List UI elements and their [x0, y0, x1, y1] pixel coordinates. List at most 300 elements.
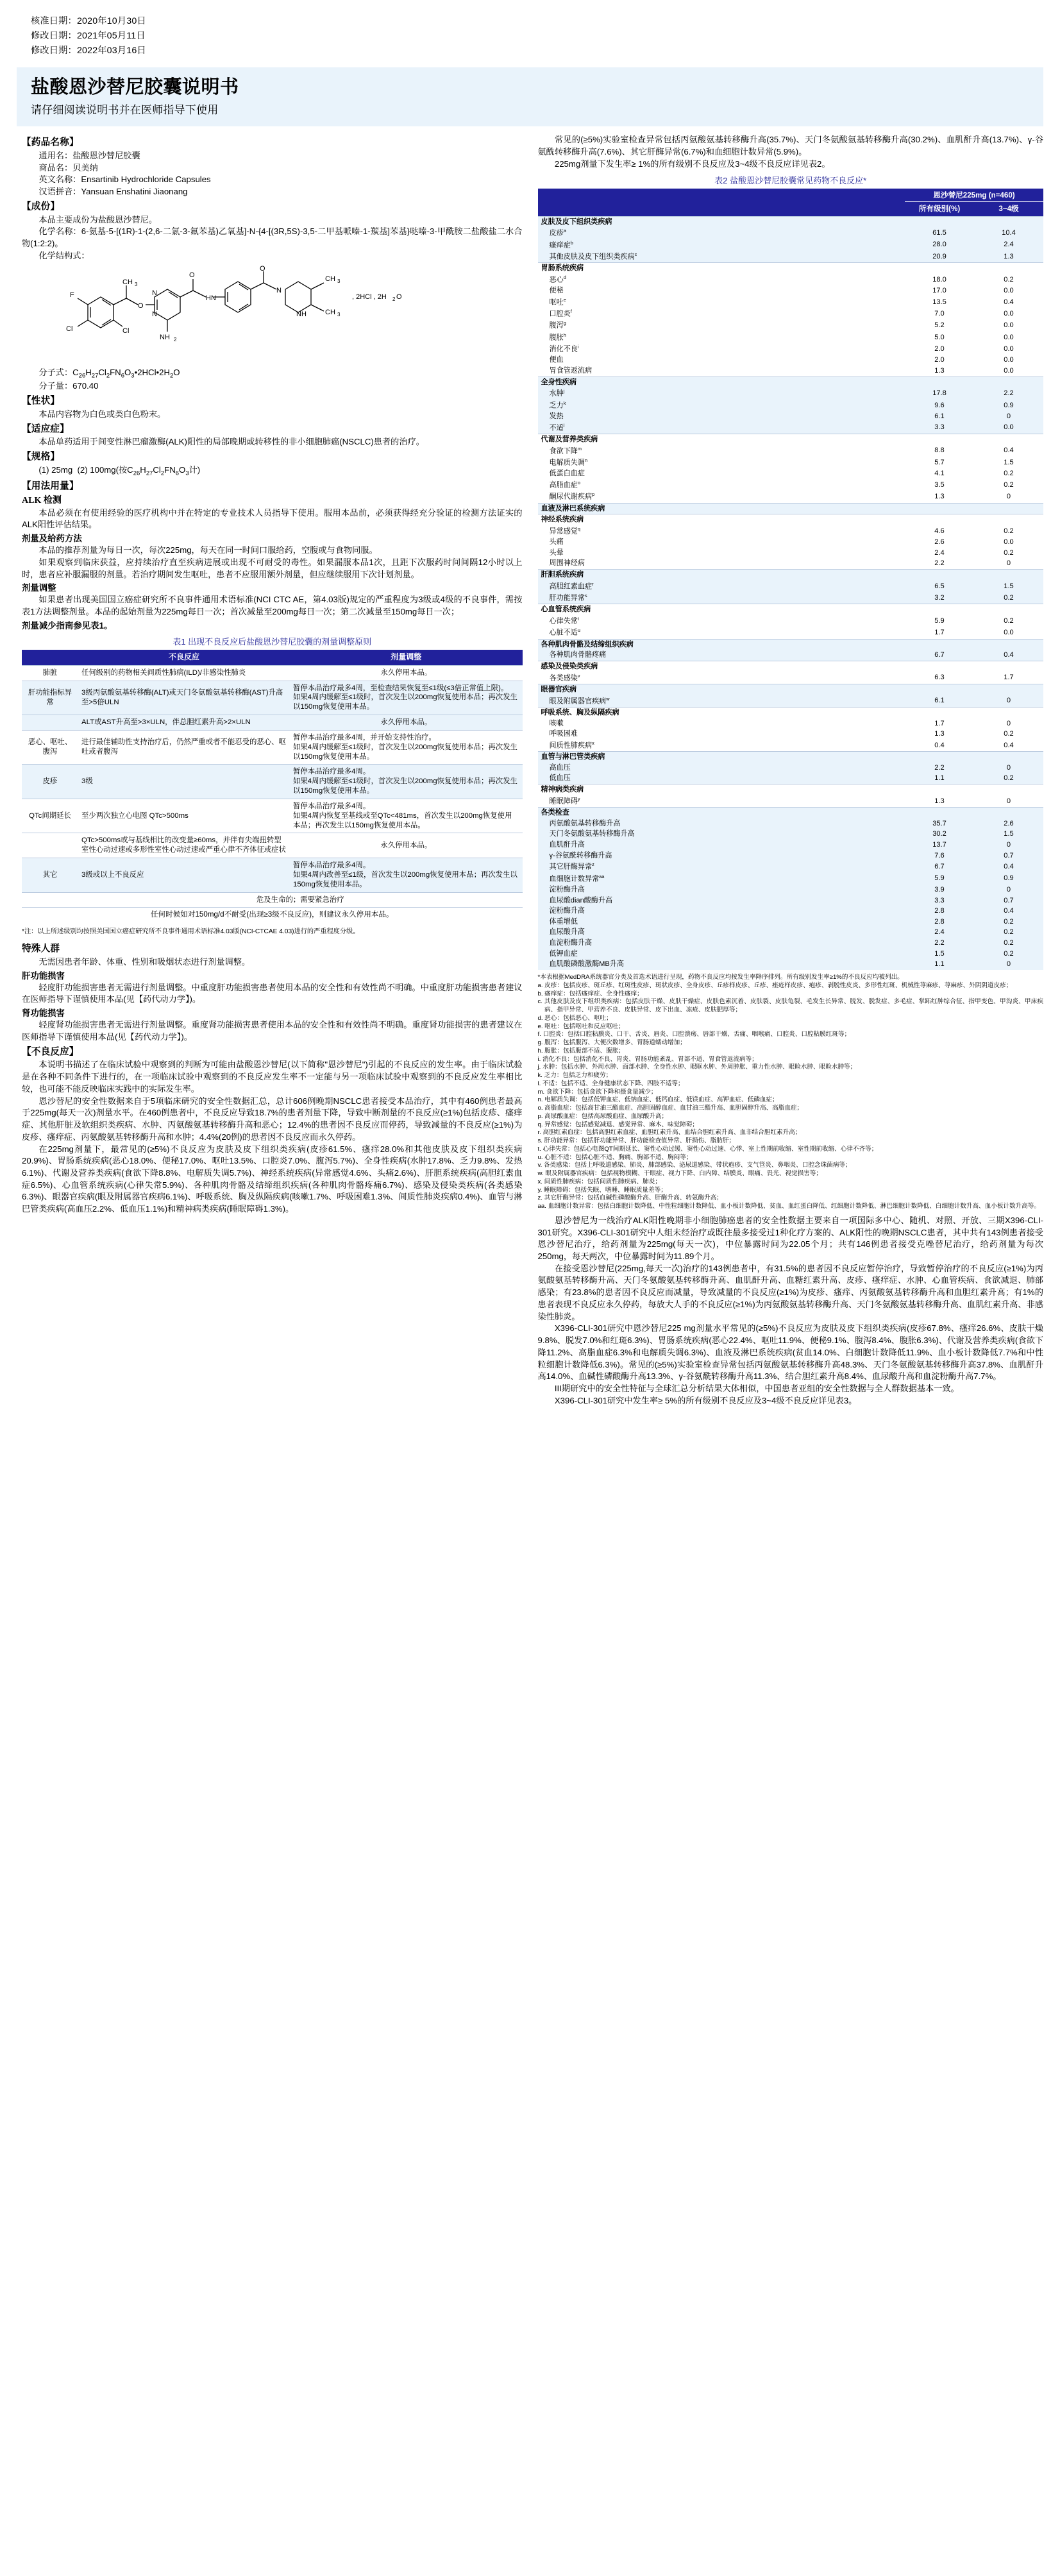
table1-header-row: [22, 650, 523, 665]
clinical-study-paragraph-3: X396-CLI-301研究中恩沙替尼225 mg剂量水平常见的(≥5%)不良反应为皮肤及皮下组织类疾病(皮疹67.8%、瘙痒26.6%、皮肤干燥9.8%、脱发7.0%和红斑6.3%)、胃肠系统疾病(恶心22.4%、呕吐11.9%、便秘9.1%、腹泻8.4%、腹胀6.3%)、代谢及营养类疾病(食欲下降11.2%、高脂血症6.3%和电解质失调6.3%)、血液及淋巴系统疾病(贫血14.0%、白细胞计数降低11.9%、血小板计数降低7.7%和中性粒细胞计数降低6.3%)。常见的(≥5%)实验室检查异常包括丙氨酸氨基转移酶升高48.3%、天门冬氨酸氨基转移酶升高37.8%、血肌酐升高14.0%、血碱性磷酸酶升高13.3%、γ-谷氨酰转移酶升高11.3%、结合胆红素升高8.4%、血尿酸升高和血淀粉酶升高7.7%。: [537, 1323, 1043, 1382]
table-row: [538, 296, 1044, 308]
clinical-study-paragraph-1: 恩沙替尼为一线治疗ALK阳性晚期非小细胞肺癌患者的安全性数据主要来自一项国际多中心、随机、对照、开放、三期X396-CLI-301研究。X396-CLI-301研究中人组未经治疗或既往最多接受过1种化疗方案的、ALK阳性的晚期NSCLC患者，其中共有143例患者接受恩沙替尼治疗，给药剂量为225mg(每天一次)，中位暴露时间为22.05个月；共有146例患者接受克唑替尼治疗，给药剂量为每次250mg，每天两次，中位暴露时间为11.89个月。: [537, 1215, 1043, 1261]
table2-th-grade-3-4: 3~4级: [974, 202, 1043, 216]
table2-cell-grade-3-4: [974, 216, 1043, 227]
special-populations-intro: 无需因患者年龄、体重、性别和吸烟状态进行剂量调整。: [38, 956, 251, 967]
table2-footnotes: [538, 974, 1044, 1211]
table2-cell-grade-3-4: 0.2: [1004, 470, 1014, 478]
atom-CH3-chiral: CH: [122, 278, 133, 286]
table2-cell-all-grades: 2.6: [934, 538, 945, 547]
table2-cell-grade-3-4: 0.4: [974, 861, 1043, 872]
table2-cell-grade-3-4: 0.2: [974, 917, 1043, 928]
table-row: [22, 833, 523, 858]
table2-cell-all-grades: 3.3: [905, 895, 974, 906]
table2-cell-all-grades: 5.9: [934, 616, 945, 625]
table-row: [22, 681, 523, 715]
table2-cell-all-grades: 17.0: [932, 287, 946, 295]
dose-adjustment-text: 如果患者出现美国国立癌症研究所不良事件通用术语标准(NCI CTC AE，第4.03版)规定的严重程度为3级或4级的不良事件，需按表1方法调整剂量。本品的起始剂量为225mg每日一次；首次减量至200mg每日一次；第二次减量至150mg每日一次；: [22, 595, 523, 617]
table1-cell-category: 肺脏: [22, 665, 78, 681]
table-row: [538, 411, 1044, 422]
dose-reduction-note: 剂量减少指南参见表1。: [22, 620, 113, 631]
table2-footnote-item: y. 睡眠障碍：包括失眠、嗜睡、睡眠质量差等；: [537, 1186, 667, 1194]
table2-group-row: [538, 377, 1044, 387]
table-common-adverse-reactions: [538, 189, 1044, 970]
table2-cell-term: 胃食管返流病: [549, 367, 593, 375]
table-row: [538, 457, 1044, 468]
table2-group-row: [538, 570, 1044, 580]
table1-cell-dose-adjustment: 永久停用本品。: [290, 665, 523, 681]
table2-cell-grade-3-4: 0.4: [974, 650, 1043, 661]
table2-cell-all-grades: [905, 752, 974, 763]
table2-footnote-item: q. 异常感觉：包括感觉减退、感觉异常、麻木、味觉障碍；: [537, 1121, 699, 1128]
table2-footnote-item: n. 电解质失调：包括低钾血症、低钠血症、低钙血症、低镁血症、高钾血症、低磷血症；: [537, 1096, 778, 1104]
table-row: [538, 251, 1044, 263]
table2-footnote-item: b. 瘙痒症：包括瘙痒症、全身性瘙痒；: [537, 990, 643, 997]
table2-footnote-item: v. 各类感染：包括上呼吸道感染、肺炎、肺部感染、泌尿道感染、带状疱疹、支气管炎、鼻咽炎、口腔念珠菌病等；: [537, 1162, 852, 1169]
table2-group-row: [538, 639, 1044, 650]
table2-cell-group-name: 代谢及营养类疾病: [538, 434, 905, 445]
table2-cell-term: 头痛: [549, 538, 564, 547]
table1-th-dose-adjustment: 剂量调整: [290, 650, 523, 665]
table2-cell-grade-3-4: 0.0: [974, 422, 1043, 434]
english-name: 英文名称：Ensartinib Hydrochloride Capsules: [38, 174, 211, 185]
table2-cell-all-grades: 1.3: [934, 730, 945, 738]
table2-cell-grade-3-4: [974, 434, 1043, 445]
table2-cell-grade-3-4: 0: [1006, 719, 1011, 727]
table-row: [538, 400, 1044, 411]
atom-HN-1: HN: [206, 294, 217, 302]
approval-dates: [31, 14, 1043, 58]
page-subtitle: 请仔细阅读说明书并在医师指导下使用: [31, 104, 219, 117]
table2-cell-all-grades: [905, 514, 974, 525]
administration-text-1: 本品的推荐剂量为每日一次，每次225mg，每天在同一时间口服给药，空腹或与食物同服。: [38, 545, 378, 555]
table2-cell-all-grades: [905, 216, 974, 227]
atom-NH2: NH: [160, 333, 171, 341]
atom-CH3-a: CH: [325, 275, 336, 283]
table2-cell-group-name: 各类检查: [538, 808, 905, 818]
table2-footnote-item: t. 心律失常：包括心电图QT间期延长、窦性心动过缓、窦性心动过速、心悸、室上性期前收缩、室性期前收缩、心律不齐等；: [537, 1145, 878, 1153]
table2-group-row: [538, 752, 1044, 763]
table-row: [538, 468, 1044, 479]
table-row: [538, 308, 1044, 319]
structure-label: 化学结构式：: [38, 250, 90, 260]
table2-cell-grade-3-4: 0.0: [1004, 367, 1014, 375]
table2-cell-term: 血尿酸升高: [538, 927, 905, 938]
table2-cell-term: 高血压: [538, 763, 905, 774]
atom-Cl-1: Cl: [66, 325, 73, 333]
table2-group-row: [538, 784, 1044, 795]
table2-cell-grade-3-4: [974, 684, 1043, 695]
table2-cell-group-name: 各种肌肉骨骼及结缔组织疾病: [538, 639, 905, 650]
table-row: [538, 718, 1044, 729]
table2-cell-grade-3-4: 1.7: [1004, 674, 1014, 682]
table2-cell-term: 其他皮肤及皮下组织类疾病$^c$: [538, 251, 905, 263]
footnote-marker: q: [577, 525, 580, 532]
table-row: [538, 479, 1044, 491]
table-row: [538, 695, 1044, 708]
table-row: [538, 592, 1044, 604]
table2-footnote-item: m. 食欲下降：包括食欲下降和摄食量减少；: [537, 1088, 657, 1096]
table2-cell-term: 呼吸困难: [549, 730, 578, 738]
table2-cell-all-grades: 35.7: [905, 818, 974, 829]
table2-cell-all-grades: [905, 263, 974, 274]
table2-cell-grade-3-4: [974, 808, 1043, 818]
table-row: [538, 558, 1044, 569]
alk-test-heading: ALK 检测: [22, 495, 62, 505]
table2-footnote-item: c. 其他皮肤及皮下组织类疾病：包括皮肤干燥、皮肤干燥症、皮肤色素沉着、皮肤裂、皮肤龟裂、毛发生长异常、脱发、脱发症、多毛症、掌跖红肿综合征、指甲变色、甲沟炎、甲床疾病、指甲异常、甲营养不良、皮肤异常、皮下出血、冻疮、皮肤肥厚等；: [537, 998, 1043, 1014]
table2-cell-all-grades: 7.6: [905, 851, 974, 861]
table2-footnote-item: l. 不适：包括不适、全身健康状态下降、四肢不适等；: [537, 1080, 684, 1087]
table-row: [538, 227, 1044, 239]
table-row: [538, 319, 1044, 331]
table-row: [538, 332, 1044, 343]
atom-NH-pip: NH: [296, 310, 307, 318]
table-row: [538, 773, 1044, 784]
table2-cell-group-name: 精神病类疾病: [538, 784, 905, 795]
adr-paragraph-1: 本说明书描述了在临床试验中观察到的判断为可能由盐酸恩沙替尼(以下简称"恩沙替尼")引起的不良反应的发生率。由于临床试验是在各种不同条件下进行的，在一项临床试验中观察到的不良反应发生率不一定能与另一项临床试验中观察到的不良反应发生率相比较，也可能不能反映临床实践中的实际发生率。: [22, 1060, 523, 1094]
table2-cell-all-grades: 6.1: [905, 695, 974, 708]
svg-text:O: O: [396, 292, 402, 301]
table2-group-row: [538, 661, 1044, 672]
table2-cell-all-grades: [905, 377, 974, 387]
alk-test-text: 本品必须在有使用经验的医疗机构中并在特定的专业技术人员指导下使用。服用本品前，必须获得经充分验证的检测方法证实的ALK阳性评估结果。: [22, 507, 523, 530]
table2-cell-term: 水肿$^j$: [538, 387, 905, 399]
footnote-marker: h: [563, 332, 566, 338]
table2-cell-all-grades: 6.5: [905, 580, 974, 592]
footnote-marker: p: [592, 491, 595, 498]
table-row: [538, 627, 1044, 639]
table2-cell-term: 周围神经病: [549, 559, 585, 568]
table2-cell-term: 低蛋白血症: [549, 470, 585, 478]
table2-cell-all-grades: 2.2: [905, 938, 974, 949]
chemical-name: 化学名称：6-氨基-5-[(1R)-1-(2,6-二氯-3-氟苯基)乙氧基]-N-{4-[(3R,5S)-3,5-二甲基哌嗪-1-羰基]苯基}哒嗪-3-甲酰胺二盐酸盐二水合物(1:2:2)。: [22, 226, 523, 249]
table2-cell-grade-3-4: 0.2: [974, 927, 1043, 938]
table2-cell-term: 腹泻$^g$: [549, 320, 566, 330]
table2-footnote-item: z. 其它肝酶异常：包括血碱性磷酸酶升高、肝酶升高、转氨酶升高；: [537, 1194, 723, 1202]
table2-cell-term: 肝功能异常$^s$: [538, 592, 905, 604]
table2-cell-term: 瘙痒症$^b$: [538, 239, 905, 251]
table-row: [538, 740, 1044, 752]
table2-cell-all-grades: 8.8: [934, 446, 945, 455]
right-column: [538, 134, 1044, 1407]
table2-cell-term: 淀粉酶升高: [538, 906, 905, 917]
table-row: [538, 938, 1044, 949]
table1-cell-adverse-reaction: 3级丙氨酸氨基转移酶(ALT)或天门冬氨酸氨基转移酶(AST)升高至>5倍ULN: [78, 681, 290, 715]
table2-cell-term: 咳嗽: [549, 719, 564, 727]
table2-cell-grade-3-4: 0: [1006, 559, 1011, 568]
table2-cell-term: 口腔炎$^f$: [549, 309, 572, 318]
revision-date-1: 修改日期：2021年05月11日: [31, 31, 146, 41]
svg-text:3: 3: [337, 278, 341, 284]
adr-paragraph-3: 在225mg剂量下，最常见的(≥5%)不良反应为皮肤及皮下组织类疾病(皮疹61.5%、瘙痒28.0%和其他皮肤及皮下组织类疾病20.9%)、胃肠系统疾病(恶心18.0%、便秘17.0%、呕吐13.5%、口腔炎7.0%、腹泻5.7%)、全身性疾病(水肿17.8%、乏力9.8%、发热6.1%)、代谢及营养类疾病(食欲下降8.8%、电解质失调5.7%)、神经系统疾病(异常感觉4.6%、头痛2.6%)、肝胆系统疾病(高胆红素血症6.5%)、心血管系统疾病(心律失常5.9%)、各种肌肉骨骼及结缔组织疾病(各种肌肉骨骼疼痛6.7%)、感染及侵染类疾病(各类感染6.3%)、眼器官疾病(眼及附属器官疾病6.1%)、呼吸系统、胸及纵隔疾病(咳嗽1.7%、呼吸困难1.3%、间质性肺炎疾病0.4%)、血管与淋巴管类疾病(高血压2.2%、低血压1.1%)和精神病类疾病(睡眠障碍1.3%)。: [22, 1144, 523, 1214]
table2-footnote-item: x. 间质性肺疾病：包括间质性肺疾病、肺炎；: [537, 1178, 661, 1185]
atom-N-pip1: N: [276, 286, 282, 294]
table1-th-blank: [22, 650, 78, 665]
generic-name: 通用名：盐酸恩沙替尼胶囊: [38, 151, 140, 161]
table2-cell-all-grades: 4.1: [934, 470, 945, 478]
footnote-marker: i: [577, 344, 579, 350]
table-row: [538, 949, 1044, 960]
table-row: [538, 861, 1044, 872]
table1-cell-adverse-reaction: 进行最佳辅助性支持治疗后，仍然严重或者不能忍受的恶心、呕吐或者腹泻: [78, 730, 290, 764]
table2-cell-grade-3-4: 0.2: [974, 938, 1043, 949]
table2-cell-grade-3-4: 0.2: [1004, 527, 1014, 535]
table1-footnote: *注：以上所述级别均按照美国国立癌症研究所不良事件通用术语标准4.03版(NCI-CTCAE 4.03)进行的严重程度分级。: [22, 928, 360, 935]
table1-cell-dose-adjustment: 永久停用本品。: [290, 833, 523, 858]
table2-cell-all-grades: 3.5: [934, 480, 945, 489]
indications-text: 本品单药适用于间变性淋巴瘤激酶(ALK)阳性的局部晚期或转移性的非小细胞肺癌(NSCLC)患者的治疗。: [38, 437, 425, 447]
footnote-marker: c: [634, 251, 637, 257]
table2-cell-term: 体重增低: [538, 917, 905, 928]
table2-cell-all-grades: 2.8: [905, 906, 974, 917]
table2-group-row: [538, 434, 1044, 445]
table2-footnote-item: j. 水肿：包括水肿、外周水肿、面部水肿、全身性水肿、眼眶水肿、外周肿胀、重力性水肿、眼睑水肿、眼睑水肿等；: [537, 1063, 857, 1071]
table-row: [538, 343, 1044, 355]
table-row: [22, 715, 523, 731]
molecular-formula: 分子式：$C_{26}H_{27}Cl_2FN_6O_3•2HCl•2H_2O$: [38, 368, 180, 380]
table2-cell-term: 呕吐$^e$: [549, 296, 566, 307]
table2-cell-grade-3-4: 0.9: [974, 400, 1043, 411]
section-drug-name-heading: 【药品名称】: [22, 137, 79, 148]
table-row: [538, 285, 1044, 296]
table2-cell-all-grades: 5.2: [934, 321, 945, 330]
specification-text: (1) 25mg (2) 100mg(按$C_{26}H_{27}Cl_2FN_6O_3$计): [38, 464, 201, 477]
table2-cell-term: 低钾血症: [538, 949, 905, 960]
table2-cell-grade-3-4: 0: [974, 411, 1043, 422]
table-row: [538, 895, 1044, 906]
atom-CH3-b: CH: [325, 308, 336, 316]
table2-cell-term: 恶心$^d$: [549, 274, 566, 284]
lab-abnormality-text-2: 225mg剂量下发生率≥ 1%的所有级别不良反应及3~4级不良反应详见表2。: [554, 158, 830, 169]
table1-cell-adverse-reaction: QTc>500ms或与基线相比的改变量≥60ms，并伴有尖端扭转型室性心动过速或多形性室性心动过速或严重心律不齐体征或症状: [78, 833, 290, 858]
table2-cell-term: 心脏不适$^u$: [549, 627, 580, 638]
table2-cell-all-grades: [905, 639, 974, 650]
atom-O-ether: O: [138, 301, 144, 310]
table2-cell-term: 低血压: [538, 773, 905, 784]
table2-cell-group-name: 胃肠系统疾病: [538, 263, 905, 274]
table2-footnote-item: d. 恶心：包括恶心、呕吐；: [537, 1014, 612, 1022]
table2-cell-all-grades: [905, 661, 974, 672]
table2-cell-term: 不适$^l$: [538, 422, 905, 434]
table2-cell-grade-3-4: 0.0: [1004, 333, 1014, 341]
table2-footnote-item: p. 高尿酸血症：包括高尿酸血症、血尿酸升高；: [537, 1112, 668, 1120]
table2-cell-all-grades: 1.7: [934, 719, 945, 727]
table-row: [538, 672, 1044, 684]
table1-caption: 表1 出现不良反应后盐酸恩沙替尼胶囊的剂量调整原则: [172, 636, 372, 647]
table2-cell-term: 食欲下降$^m$: [549, 445, 582, 455]
table2-cell-group-name: 血管与淋巴管类疾病: [538, 752, 905, 763]
hepatic-impairment-heading: 肝功能损害: [22, 970, 65, 981]
table2-cell-grade-3-4: 0: [974, 885, 1043, 895]
table2-cell-term: 乏力$^k$: [538, 400, 905, 411]
table2-cell-term: 天门冬氨酸氨基转移酶升高: [538, 829, 905, 840]
table1-cell-dose-adjustment: 永久停用本品。: [290, 715, 523, 731]
table1-cell-adverse-reaction: 危及生命的；需要紧急治疗: [78, 892, 523, 908]
footnote-marker: w: [606, 695, 610, 702]
table2-cell-term: 异常感觉$^q$: [549, 525, 580, 536]
table-row: [538, 829, 1044, 840]
table-row: [538, 537, 1044, 548]
table2-cell-all-grades: 1.1: [905, 959, 974, 970]
atom-N-2: N: [152, 310, 158, 318]
table2-cell-grade-3-4: 0.4: [974, 906, 1043, 917]
table2-cell-term: 消化不良$^i$: [549, 344, 579, 353]
footnote-marker: l: [563, 422, 565, 428]
table2-cell-all-grades: 28.0: [905, 239, 974, 251]
table2-group-row: [538, 263, 1044, 274]
table2-cell-grade-3-4: [974, 661, 1043, 672]
table2-header-row-top: [538, 189, 1044, 202]
table2-cell-all-grades: 2.2: [934, 559, 945, 568]
table2-cell-grade-3-4: 0: [974, 695, 1043, 708]
table2-group-row: [538, 604, 1044, 615]
table2-cell-term: 淀粉酶升高: [538, 885, 905, 895]
table2-cell-all-grades: 1.3: [934, 367, 945, 375]
table-row: [538, 422, 1044, 434]
table-row: [538, 917, 1044, 928]
table2-cell-grade-3-4: 0.7: [974, 895, 1043, 906]
footnote-marker: j: [563, 388, 565, 394]
table-row: [538, 355, 1044, 366]
table-row: [538, 548, 1044, 559]
table2-cell-all-grades: 1.3: [934, 493, 945, 501]
table2-footnote-item: a. 皮疹：包括皮疹、斑丘疹、红斑性皮疹、斑状皮疹、全身皮疹、丘疹样皮疹、丘疹、痤疮样皮疹、疱疹、剥脱性皮炎、多形性红斑、机械性荨麻疹、荨麻疹、外阴阴道皮疹；: [537, 981, 1013, 989]
table1-cell-dose-adjustment: 暂停本品治疗最多4周。 如果4周内改善至≤1级，首次发生以200mg恢复使用本品；再次发生以150mg恢复使用本品。: [290, 858, 523, 892]
molecular-weight: 分子量：670.40: [38, 381, 99, 391]
table-row: [538, 366, 1044, 377]
table2-cell-term: 各种肌肉骨骼疼痛: [538, 650, 905, 661]
table2-cell-term: 头晕: [549, 548, 564, 557]
table2-cell-grade-3-4: 0: [1006, 797, 1011, 805]
table-row: [538, 239, 1044, 251]
table2-footnote-item: h. 腹胀：包括腹部不适、腹胀；: [537, 1047, 625, 1055]
table2-cell-grade-3-4: 0.7: [974, 851, 1043, 861]
body-columns: [17, 134, 1043, 1407]
table2-cell-all-grades: 30.2: [905, 829, 974, 840]
footnote-marker: n: [584, 457, 588, 463]
table2-cell-all-grades: 5.0: [934, 333, 945, 341]
footnote-marker: m: [577, 445, 582, 452]
table-row: [538, 906, 1044, 917]
table2-cell-term: 各类感染$^v$: [549, 672, 580, 682]
table-row: [22, 765, 523, 799]
title-banner: [17, 67, 1043, 126]
administration-text-2: 如果观察到临床获益，应持续治疗直至疾病进展或出现不可耐受的毒性。如果漏服本品1次，且距下次服药时间间隔12小时以上时，患者应补服漏服的剂量。若治疗期间发生呕吐，患者不应服用额外剂量，但应继续服用下次计划剂量。: [22, 557, 523, 579]
footnote-marker: t: [577, 616, 579, 622]
footnote-marker: d: [563, 274, 566, 280]
atom-Cl-2: Cl: [122, 326, 130, 335]
table-row: [538, 873, 1044, 885]
table2-cell-term: 发热: [538, 411, 905, 422]
table2-footnote-item: f. 口腔炎：包括口腔粘膜炎、口干、舌炎、唇炎、口腔溃疡、唇部干燥、舌痛、咽喉痛、口腔炎、口腔粘膜红斑等；: [537, 1031, 851, 1038]
table-row: [538, 525, 1044, 537]
table2-cell-all-grades: [905, 434, 974, 445]
table-row: [22, 858, 523, 892]
table2-cell-term: 血肌酸磷酸激酶MB升高: [538, 959, 905, 970]
table2-cell-term: 便血: [549, 356, 564, 364]
table2-cell-all-grades: 18.0: [932, 275, 946, 284]
table-dose-adjustment: [22, 650, 523, 908]
footnote-marker: f: [570, 309, 572, 315]
table2-cell-term: 间质性肺疾病$^x$: [549, 740, 594, 750]
adr-paragraph-2: 恩沙替尼的安全性数据来自于5项临床研究的安全性数据汇总，总计606例晚期NSCLC患者接受本品治疗，其中有460例患者最高于225mg(每天一次)剂量水平。在460例患者中，不良反应导致18.7%的患者剂量下降，导致中断剂量的不良反应(≥1%)包括皮疹、瘙痒症、其他肝脏及软组织类疾病、水肿、丙氨酸氨基转移酶升高和恶心；12.4%的患者因不良反应而停药，导致减量的不良反应(≥1%)为皮疹、瘙痒症、丙氨酸氨基转移酶升高和水肿；4.4%(20例)的患者因不良反应而永久停药。: [22, 1096, 523, 1142]
table2-cell-grade-3-4: 0.2: [974, 949, 1043, 960]
footnote-marker: y: [577, 795, 580, 802]
table2-cell-grade-3-4: [974, 514, 1043, 525]
left-column: [17, 134, 523, 1216]
table2-cell-term: γ-谷氨酰转移酶升高: [538, 851, 905, 861]
table1-cell-category: [22, 715, 78, 731]
table2-cell-grade-3-4: 0.2: [1004, 548, 1014, 557]
table2-footnote-item: aa. 血细胞计数异常：包括白细胞计数降低、中性粒细胞计数降低、血小板计数降低、贫血、血红蛋白降低、红细胞计数降低、淋巴细胞计数降低、白细胞计数升高、血小板计数升高等。: [537, 1203, 1040, 1210]
table2-footnote-item: e. 呕吐：包括呕吐和反应呕吐；: [537, 1022, 625, 1030]
table2-cell-grade-3-4: [974, 263, 1043, 274]
table2-cell-group-name: 呼吸系统、胸及纵隔疾病: [538, 707, 905, 718]
salt-annotation: , 2HCl , 2H: [352, 292, 387, 301]
table2-cell-term: 血淀粉酶升高: [538, 938, 905, 949]
table2-cell-grade-3-4: 0.0: [1004, 538, 1014, 547]
table2-th-dose-group: 恩沙替尼225mg (n=460): [905, 189, 1043, 202]
dose-adjustment-heading: 剂量调整: [22, 583, 56, 593]
table2-cell-all-grades: 6.3: [934, 674, 945, 682]
table2-cell-term: 眼及附属器官疾病$^w$: [538, 695, 905, 708]
table-row: [538, 491, 1044, 503]
table1-cell-category: 皮疹: [22, 765, 78, 799]
table2-cell-term: 血细胞计数异常$^{aa}$: [538, 873, 905, 885]
brand-name: 商品名：贝美纳: [38, 162, 98, 173]
footnote-marker: g: [563, 320, 566, 326]
table2-cell-all-grades: 6.7: [905, 650, 974, 661]
table2-cell-all-grades: 13.5: [932, 298, 946, 306]
footnote-marker: v: [577, 672, 580, 679]
table2-group-row: [538, 216, 1044, 227]
table1-cell-category: QTc间期延长: [22, 799, 78, 833]
table2-cell-all-grades: 6.1: [905, 411, 974, 422]
section-composition-heading: 【成份】: [22, 201, 60, 212]
table2-cell-term: 睡眠障碍$^y$: [549, 795, 580, 806]
table2-cell-all-grades: 2.0: [934, 344, 945, 353]
table1-th-adverse-reaction: 不良反应: [78, 650, 290, 665]
table2-cell-term: 便秘: [549, 287, 564, 295]
administration-heading: 剂量及给药方法: [22, 534, 82, 544]
table2-cell-all-grades: 1.3: [934, 797, 945, 805]
footnote-marker: x: [592, 740, 594, 746]
table2-cell-grade-3-4: [974, 752, 1043, 763]
table1-cell-dose-adjustment: 暂停本品治疗最多4周。 如果4周内恢复至基线或至QTc<481ms，首次发生以200mg恢复使用本品；再次发生以150mg恢复使用本品。: [290, 799, 523, 833]
table2-cell-grade-3-4: 10.4: [974, 227, 1043, 239]
table1-cell-category: 其它: [22, 858, 78, 892]
table2-cell-term: 电解质失调$^n$: [549, 457, 588, 467]
table2-cell-term: 酮尿代谢疾病$^p$: [549, 491, 595, 501]
table2-cell-all-grades: [905, 684, 974, 695]
table1-cell-adverse-reaction: 3级或以上不良反应: [78, 858, 290, 892]
footnote-marker: aa: [599, 873, 605, 879]
table2-th-blank: [538, 189, 905, 216]
table2-cell-all-grades: 2.0: [934, 356, 945, 364]
table2-footnote-item: *本表根据MedDRA系统器官分类及首选术语进行呈现，药物不良反应均按发生率降序排列。所有级别发生率≥1%的不良反应均被列出。: [537, 974, 904, 981]
table2-cell-term: 高胆红素血症$^r$: [538, 580, 905, 592]
table1-cell-dose-adjustment: 暂停本品治疗最多4周，至检查结果恢复至≤1级(≤3倍正常值上限)。 如果4周内缓解至≤1级时，首次发生以200mg恢复使用本品；再次发生以150mg恢复使用本品。: [290, 681, 523, 715]
hepatic-impairment-text: 轻度肝功能损害患者无需进行剂量调整。中重度肝功能损害患者使用本品的安全性和有效性尚不明确。中重度肝功能损害患者建议在医师指导下谨慎使用本品(见【药代动力学】)。: [22, 982, 523, 1004]
table2-cell-grade-3-4: [974, 570, 1043, 580]
table2-cell-term: 皮疹$^a$: [538, 227, 905, 239]
table2-cell-all-grades: [905, 707, 974, 718]
table2-caption: 表2 盐酸恩沙替尼胶囊常见药物不良反应*: [714, 175, 867, 185]
table2-cell-all-grades: 1.1: [905, 773, 974, 784]
table2-cell-all-grades: 1.5: [905, 949, 974, 960]
table2-footnote-item: g. 腹泻：包括腹泻、大便次数增多、胃肠道蠕动增加；: [537, 1039, 686, 1047]
table2-cell-term: 其它肝酶异常$^z$: [538, 861, 905, 872]
